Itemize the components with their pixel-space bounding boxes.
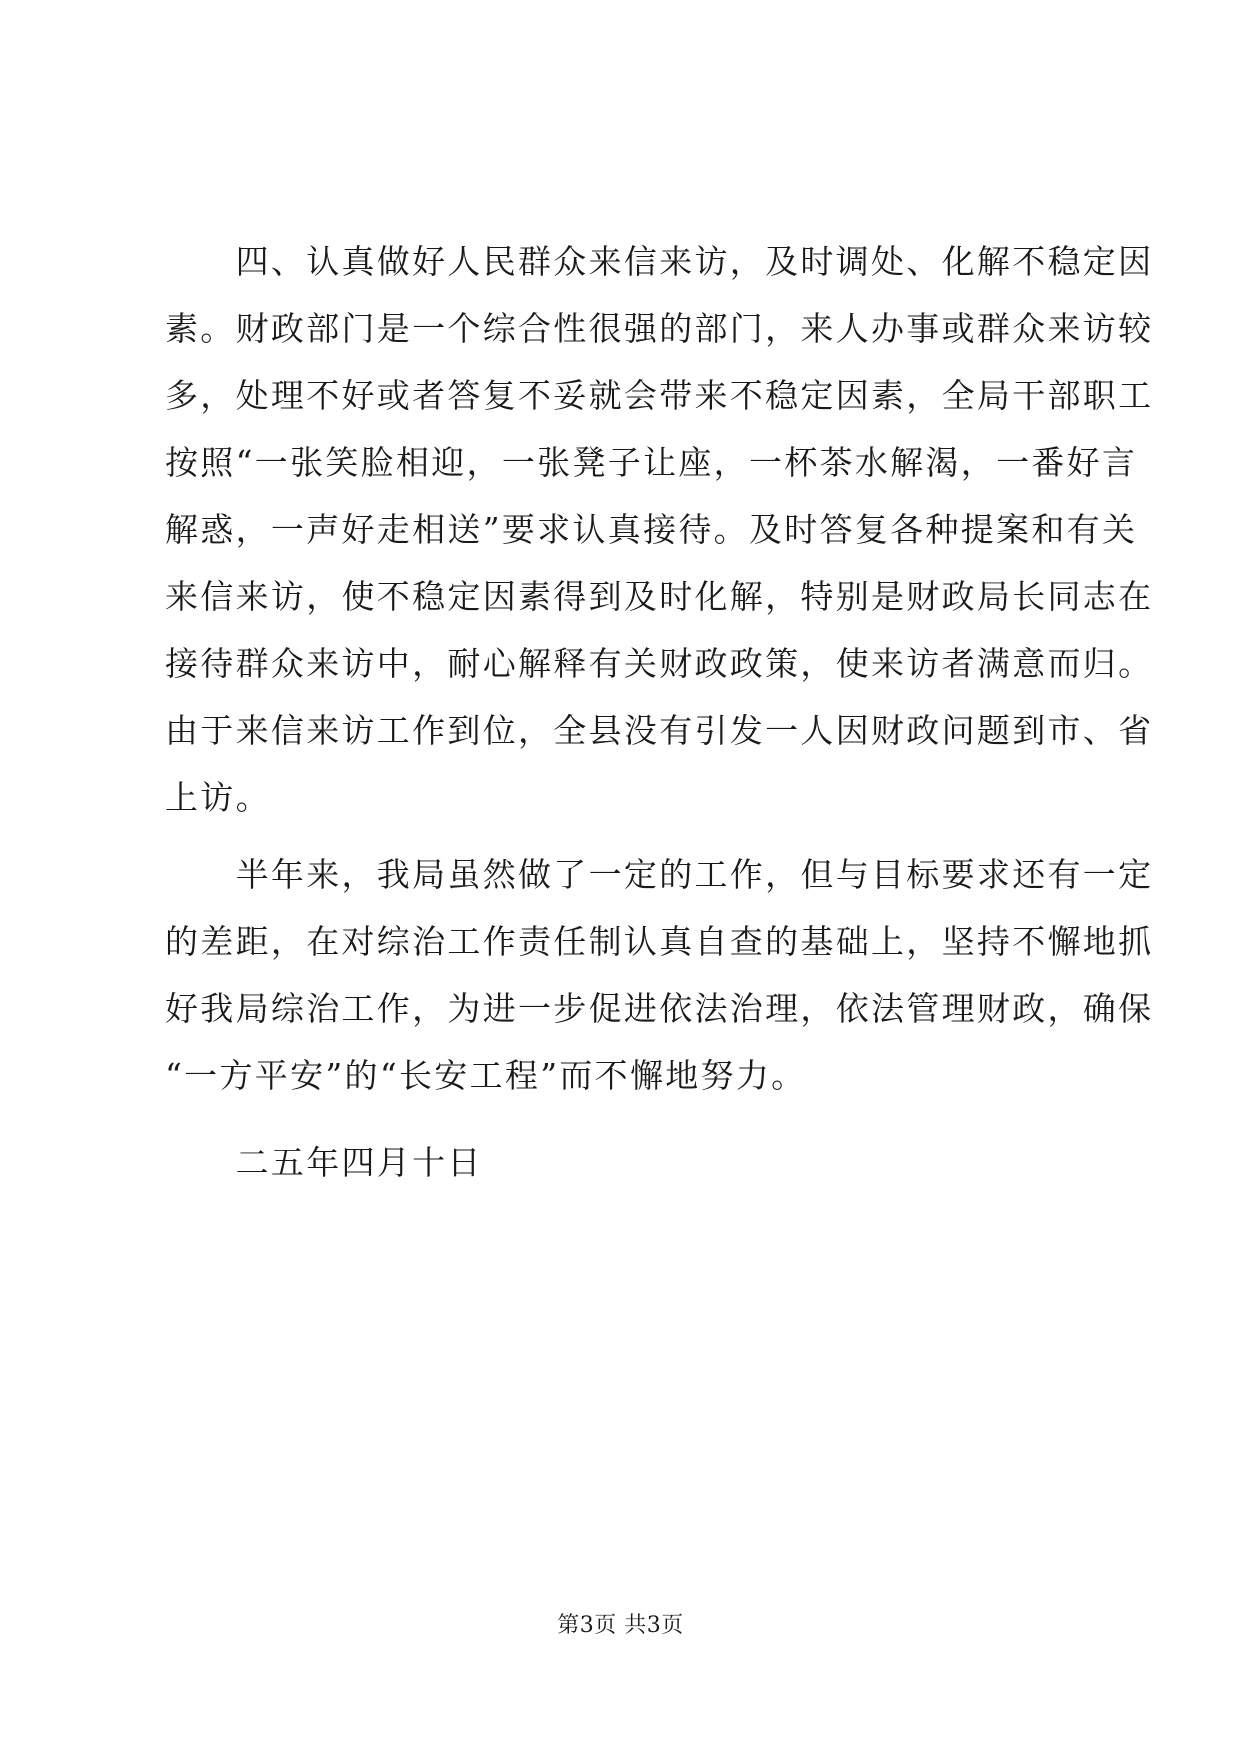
text-line: 好我局综治工作，为进一步促进依法治理，依法管理财政，确保	[165, 989, 1154, 1028]
text-line: 素。财政部门是一个综合性很强的部门，来人办事或群众来访较	[165, 309, 1154, 348]
text-line: 的差距，在对综治工作责任制认真自查的基础上，坚持不懈地抓	[165, 922, 1154, 961]
text-line: 接待群众来访中，耐心解释有关财政政策，使来访者满意而归。	[165, 644, 1154, 683]
document-body	[165, 228, 1154, 1196]
text-line: 上访。	[165, 778, 271, 817]
text-line: 四、认真做好人民群众来信来访，及时调处、化解不稳定因	[165, 242, 1154, 281]
text-line: 多，处理不好或者答复不妥就会带来不稳定因素，全局干部职工	[165, 376, 1154, 415]
page-indicator: 第3页 共3页	[557, 1613, 684, 1638]
text-line: 解惑，一声好走相送”要求认真接待。及时答复各种提案和有关	[165, 510, 1138, 549]
text-line: “一方平安”的“长安工程”而不懈地努力。	[165, 1056, 807, 1095]
text-line: 按照“一张笑脸相迎，一张凳子让座，一杯茶水解渴，一番好言	[165, 443, 1138, 482]
text-line: 由于来信来访工作到位，全县没有引发一人因财政问题到市、省	[165, 711, 1154, 750]
text-line: 来信来访，使不稳定因素得到及时化解，特别是财政局长同志在	[165, 577, 1154, 616]
paragraph-gap	[165, 831, 1085, 841]
date-line: 二五年四月十日	[165, 1143, 483, 1182]
paragraph-summary	[165, 841, 1154, 1109]
paragraph-petitions	[165, 228, 1154, 831]
page-footer	[0, 1611, 1241, 1641]
paragraph-gap	[165, 1109, 1085, 1129]
text-line: 半年来，我局虽然做了一定的工作，但与目标要求还有一定	[165, 855, 1154, 894]
